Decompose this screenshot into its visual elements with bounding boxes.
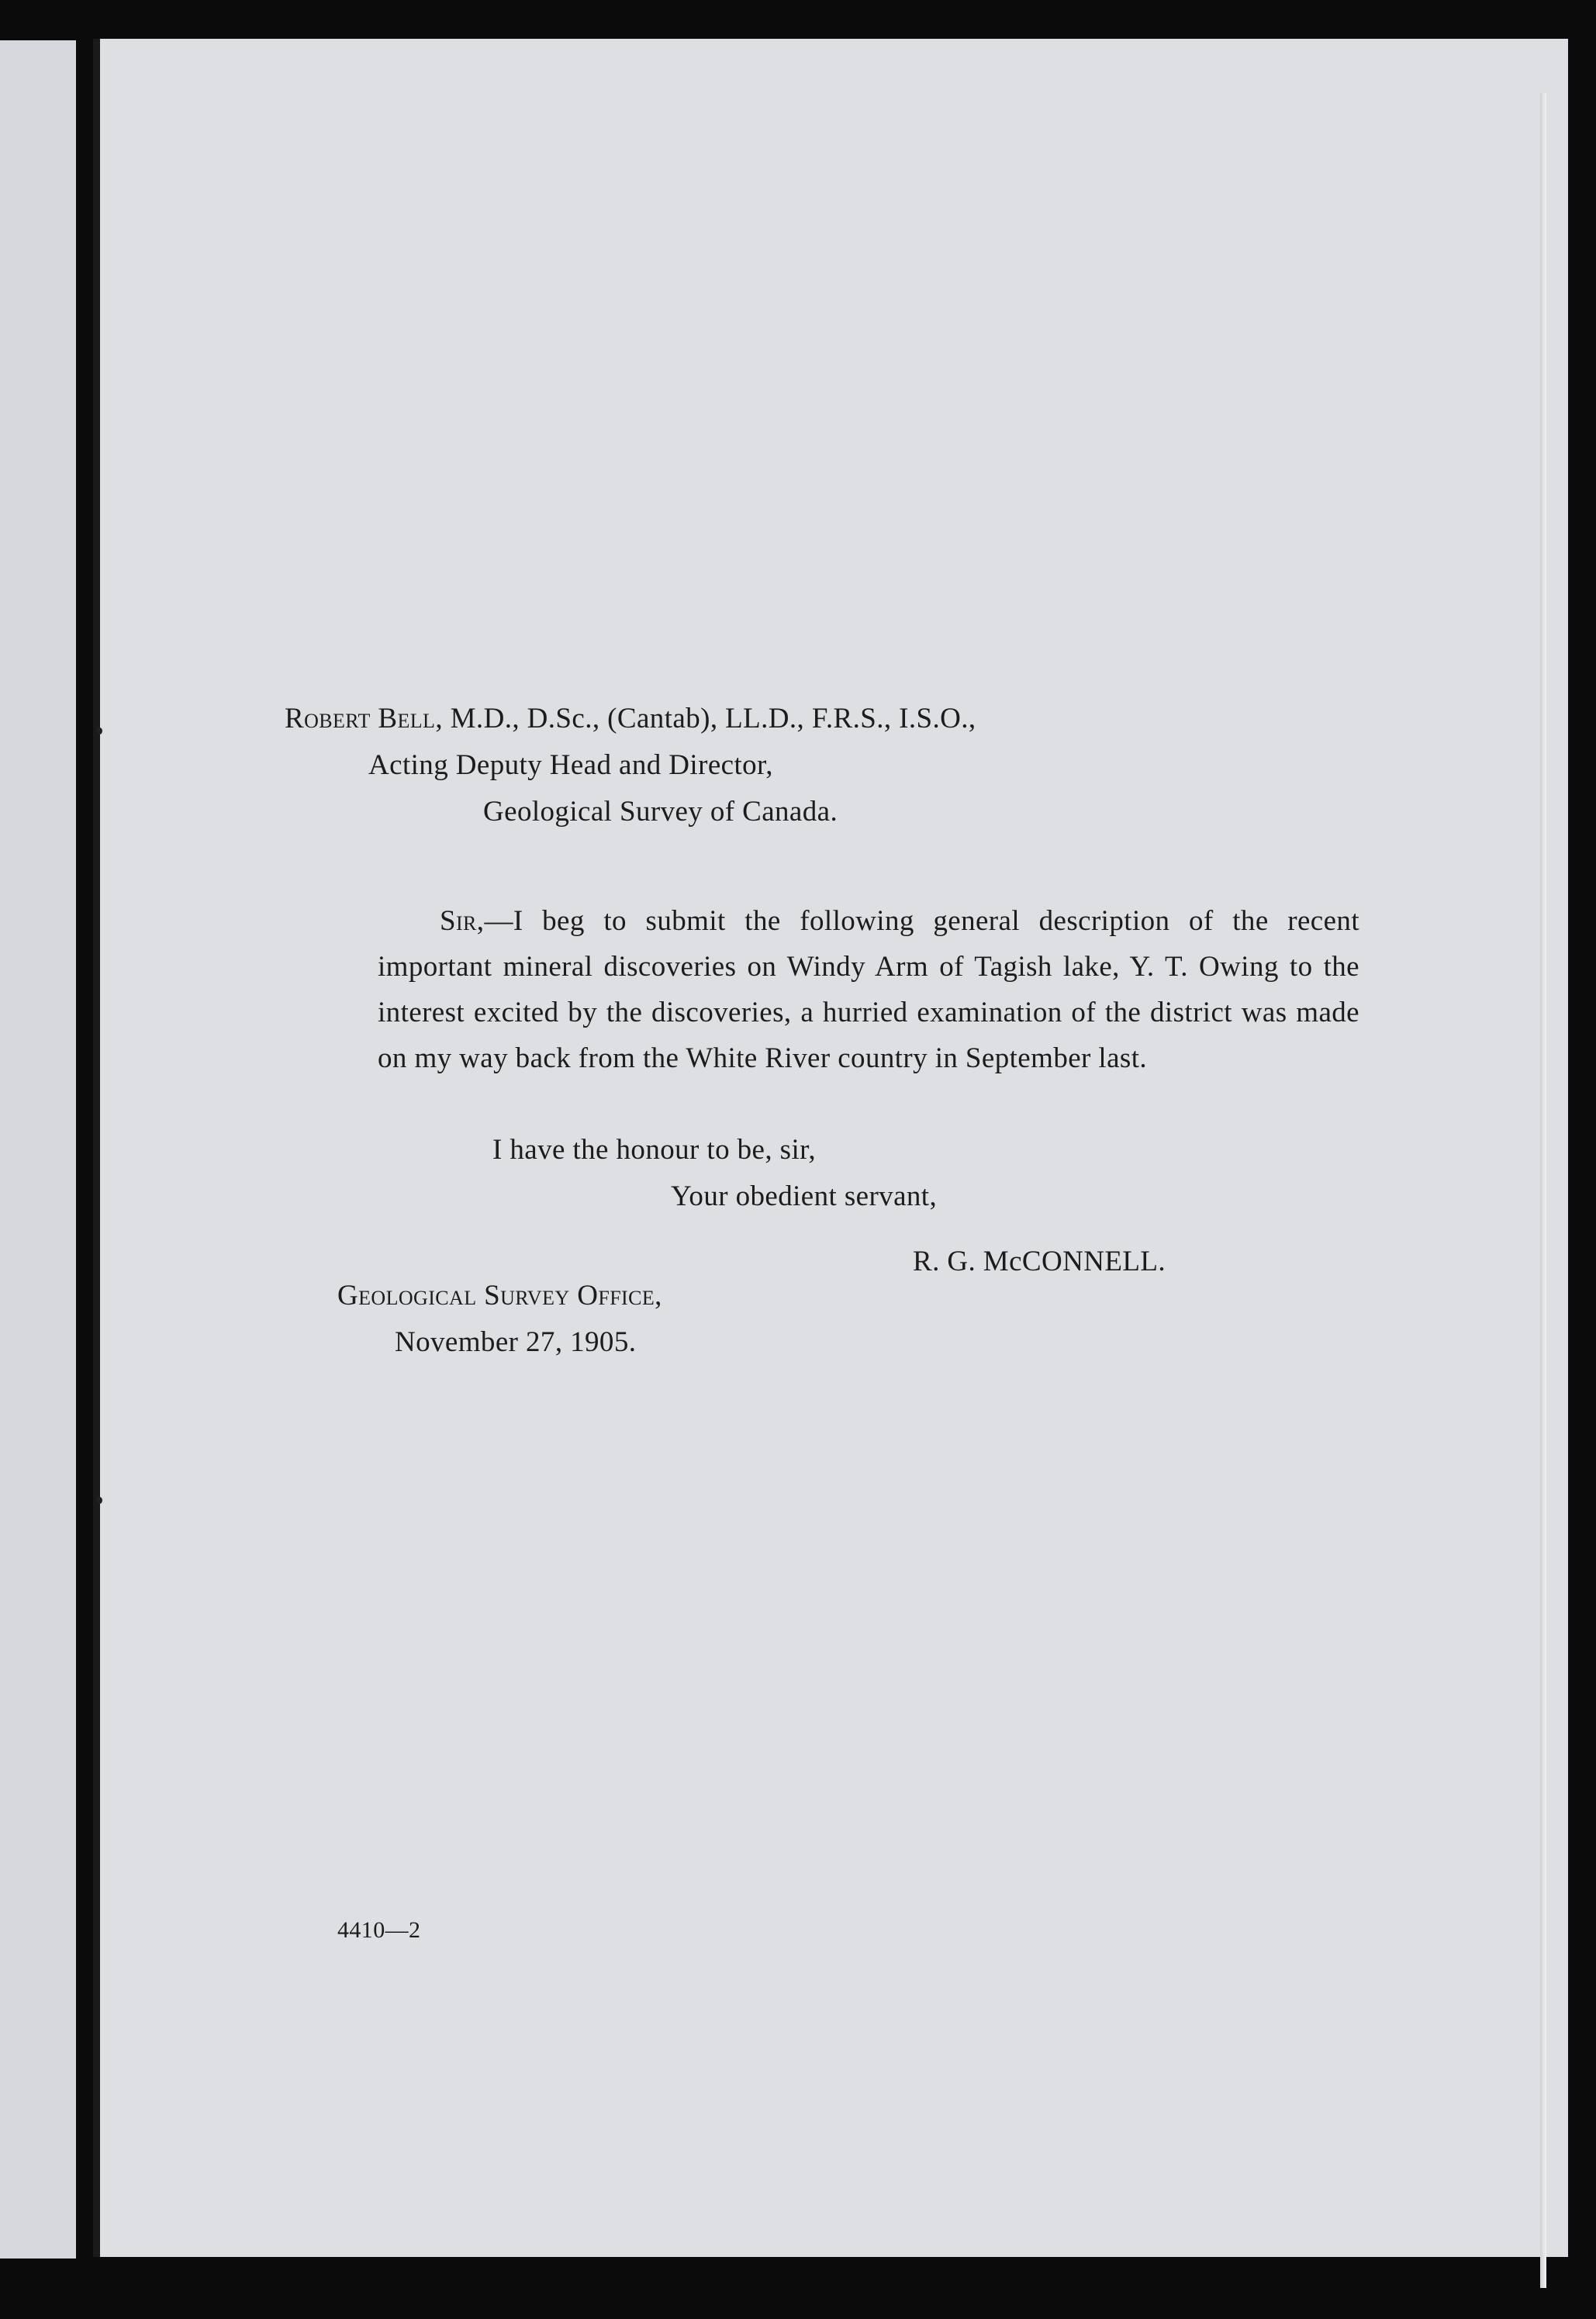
addressee-title: Acting Deputy Head and Director, — [368, 749, 773, 781]
addressee-credentials: , M.D., D.Sc., (Cantab), LL.D., F.R.S., I.S.O., — [435, 703, 976, 734]
facing-page-edge — [0, 40, 76, 2259]
signature: R. G. McCONNELL. — [913, 1246, 1166, 1277]
addressee-line — [285, 704, 976, 733]
date-line: November 27, 1905. — [395, 1326, 637, 1358]
salutation: Sir, — [440, 905, 485, 937]
body-text: —I beg to submit the following general description of the recent important mineral discoveries on Windy Arm of Tagish lake, Y. T. Owing to the interest excited by the discoveries, a hurried examination of the district was made on my way back from the White River country in September last. — [378, 905, 1359, 1074]
page-right-edge — [1540, 93, 1546, 2288]
closing-line-1: I have the honour to be, sir, — [492, 1134, 817, 1166]
letter-body — [378, 898, 1359, 1081]
page-signature-mark: 4410—2 — [337, 1917, 421, 1943]
speck-mark — [97, 1497, 102, 1504]
addressee-name: Robert Bell — [285, 703, 436, 734]
speck-mark — [97, 727, 102, 734]
closing-line-2: Your obedient servant, — [671, 1180, 938, 1212]
addressee-organization: Geological Survey of Canada. — [483, 796, 838, 828]
office-line: Geological Survey Office, — [337, 1280, 662, 1312]
document-page — [93, 39, 1568, 2257]
